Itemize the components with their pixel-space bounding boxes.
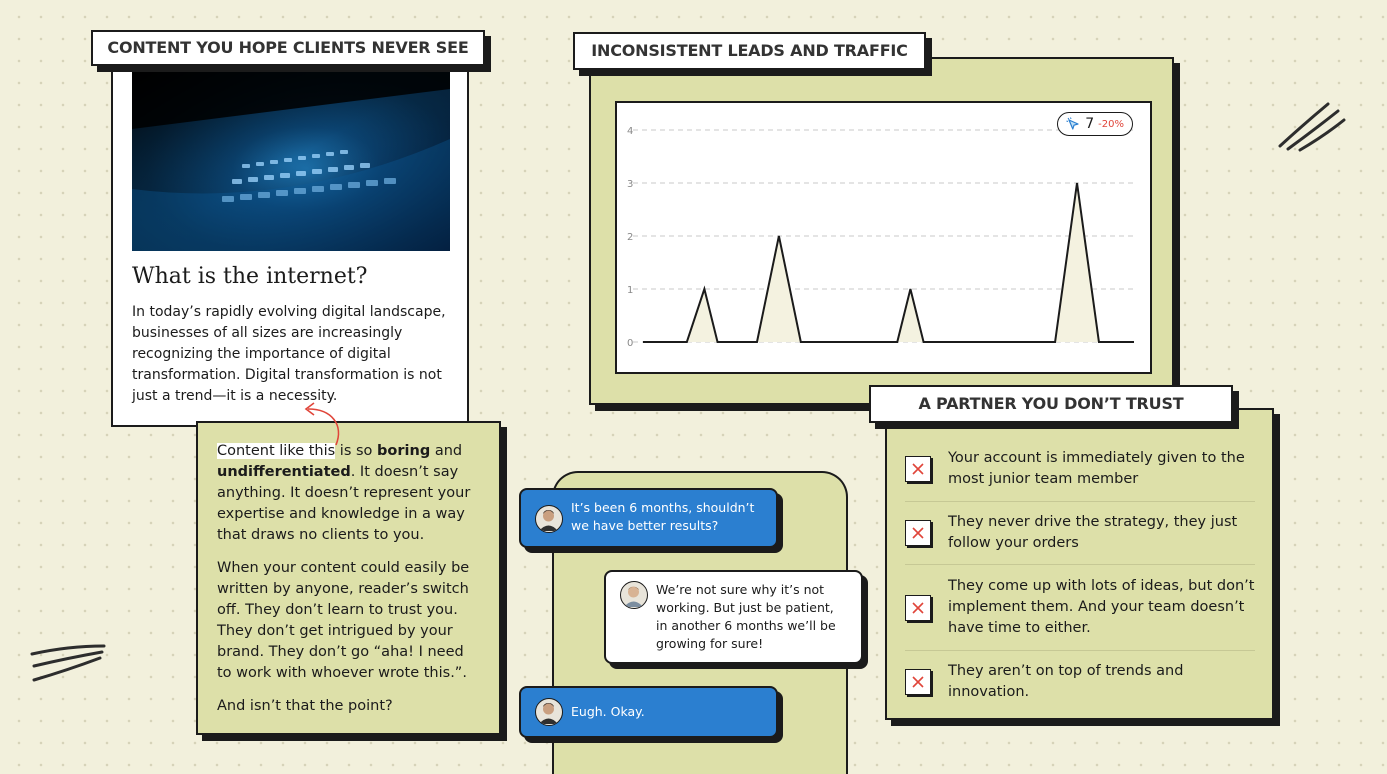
visits-badge	[1057, 112, 1133, 136]
article-heading: CONTENT YOU HOPE CLIENTS NEVER SEE	[91, 30, 485, 66]
partner-issue	[905, 576, 1255, 639]
y-tick-label: 1	[627, 285, 634, 296]
traffic-line-chart	[617, 103, 1150, 372]
red-x-icon	[905, 669, 931, 695]
y-tick-label: 2	[627, 232, 634, 243]
keyboard-illustration	[132, 69, 450, 251]
chat-message-client	[519, 488, 778, 548]
y-tick-label: 0	[627, 338, 634, 349]
red-x-icon	[905, 595, 931, 621]
divider	[905, 564, 1255, 565]
partner-issue	[905, 661, 1255, 703]
chart-heading: INCONSISTENT LEADS AND TRAFFIC	[573, 32, 926, 70]
visits-change: -20%	[1098, 118, 1124, 130]
boring-content-note	[196, 421, 501, 735]
red-x-icon	[905, 456, 931, 482]
highlighted-phrase: Content like this	[217, 443, 336, 459]
curved-arrow-icon	[292, 395, 352, 450]
article-card	[111, 57, 469, 427]
client-avatar	[535, 698, 563, 726]
partner-issue-text: They come up with lots of ideas, but don’t implement them. And your team doesn’t have time to either.	[948, 578, 1255, 636]
divider	[905, 650, 1255, 651]
article-body: In today’s rapidly evolving digital landscape, businesses of all sizes are increasingly recognizing the importance of digital transformation. Digital transformation is not just a trend—it is a necessity.	[132, 304, 446, 404]
bold-boring: boring	[377, 443, 431, 459]
traffic-chart-panel	[589, 57, 1174, 405]
scribble-lines-icon	[1274, 100, 1350, 154]
note-paragraph-1: Content like this is so boring and undifferentiated. It doesn’t say anything. It doesn’t represent your expertise and knowledge in a way that draws no clients to you.	[217, 443, 471, 543]
agency-avatar	[620, 581, 648, 609]
y-tick-label: 4	[627, 126, 634, 137]
y-tick-label: 3	[627, 179, 634, 190]
note-paragraph-3: And isn’t that the point?	[217, 698, 393, 714]
partner-heading: A PARTNER YOU DON’T TRUST	[869, 385, 1233, 423]
laptop-keyboard-image	[132, 69, 450, 251]
series-area	[643, 183, 1134, 342]
partner-issue	[905, 448, 1255, 490]
partner-issue	[905, 512, 1255, 554]
red-x-icon	[905, 520, 931, 546]
partner-panel	[885, 408, 1274, 720]
visits-value: 7	[1085, 116, 1095, 132]
note-paragraph-2: When your content could easily be written by anyone, reader’s switch off. They don’t learn to trust you. They don’t get intrigued by your brand. They don’t go “aha! I need to work with whoever wrote this.”.	[217, 560, 470, 681]
divider	[905, 501, 1255, 502]
chart-area	[615, 101, 1152, 374]
partner-issue-text: They aren’t on top of trends and innovation.	[948, 663, 1184, 700]
scribble-lines-icon	[28, 640, 110, 686]
chat-message-agency	[604, 570, 863, 664]
chat-message-client	[519, 686, 778, 738]
bold-undifferentiated: undifferentiated	[217, 464, 351, 480]
partner-issue-text: They never drive the strategy, they just follow your orders	[948, 514, 1238, 551]
partner-issue-text: Your account is immediately given to the most junior team member	[948, 450, 1245, 487]
chat-message-text: We’re not sure why it’s not working. But just be patient, in another 6 months we’ll be growing for sure!	[656, 582, 836, 651]
cursor-click-icon	[1066, 117, 1081, 132]
chat-message-text: Eugh. Okay.	[571, 704, 645, 719]
chat-message-text: It’s been 6 months, shouldn’t we have better results?	[571, 500, 755, 533]
client-avatar	[535, 505, 563, 533]
article-title: What is the internet?	[132, 264, 368, 289]
